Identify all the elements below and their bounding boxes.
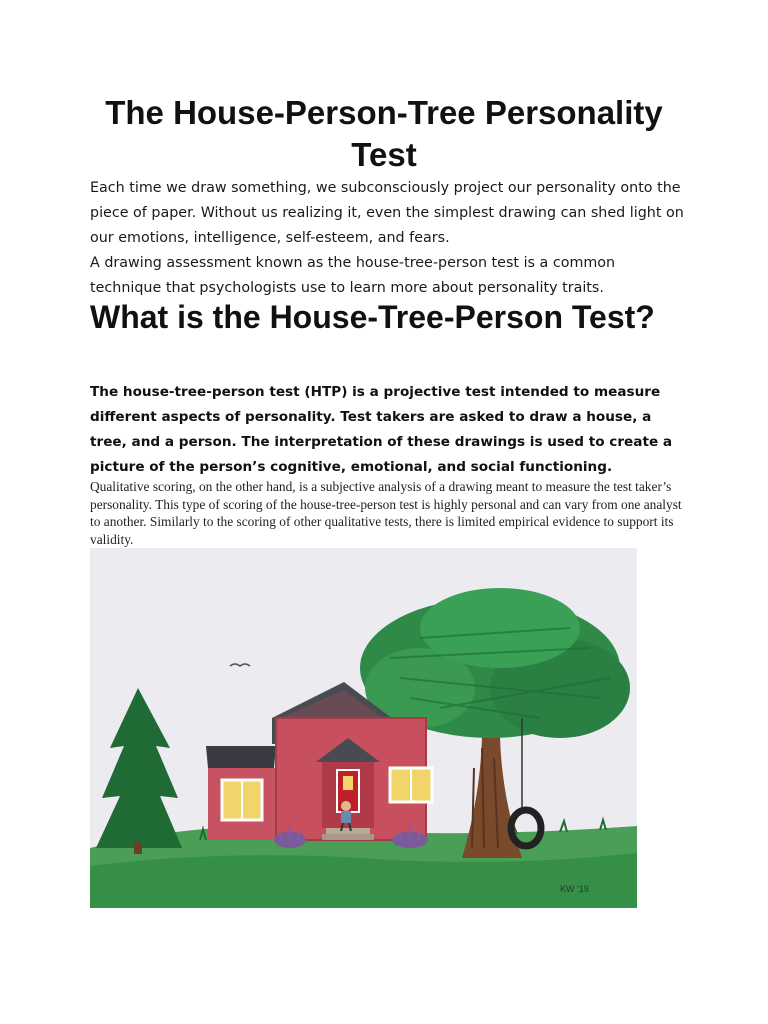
section-heading: What is the House-Tree-Person Test?: [90, 299, 655, 335]
house-tree-person-drawing: [90, 548, 637, 908]
intro-paragraph-2: A drawing assessment known as the house-tree-person test is a common technique that psychologists use to learn more about personality traits.: [90, 255, 616, 296]
porch-step-2: [322, 834, 374, 840]
side-roof: [206, 746, 276, 768]
intro-paragraph-1: Each time we draw something, we subconsciously project our personality onto the piece of paper. Without us realizing it, even the simplest drawing can shed light on our emotions, intelligence, self-esteem, and fears.: [90, 180, 684, 246]
page-title: The House-Person-Tree Personality Test: [105, 94, 663, 173]
pine-trunk: [134, 842, 142, 854]
person-body: [341, 811, 351, 823]
intro-section: [90, 176, 690, 301]
porch-step-1: [326, 828, 370, 834]
person-head: [341, 801, 351, 811]
qualitative-scoring-paragraph: Qualitative scoring, on the other hand, is a subjective analysis of a drawing meant to measure the test taker’s personality. This type of scoring of the house-tree-person test is highly personal and can vary from one analyst to another. Similarly to the scoring of other qualitative tests, there is limited empirical evidence to support its validity.: [90, 479, 682, 547]
grass-dark: [90, 853, 637, 908]
drawing-signature: KW '19: [560, 884, 589, 894]
htp-definition-paragraph: The house-tree-person test (HTP) is a projective test intended to measure different aspects of personality. Test takers are asked to draw a house, a tree, and a person. The interpretation of these drawings is used to create a picture of the person’s cognitive, emotional, and social functioning.: [90, 384, 673, 475]
drawing-illustration: [90, 548, 637, 908]
door-window: [343, 776, 353, 790]
